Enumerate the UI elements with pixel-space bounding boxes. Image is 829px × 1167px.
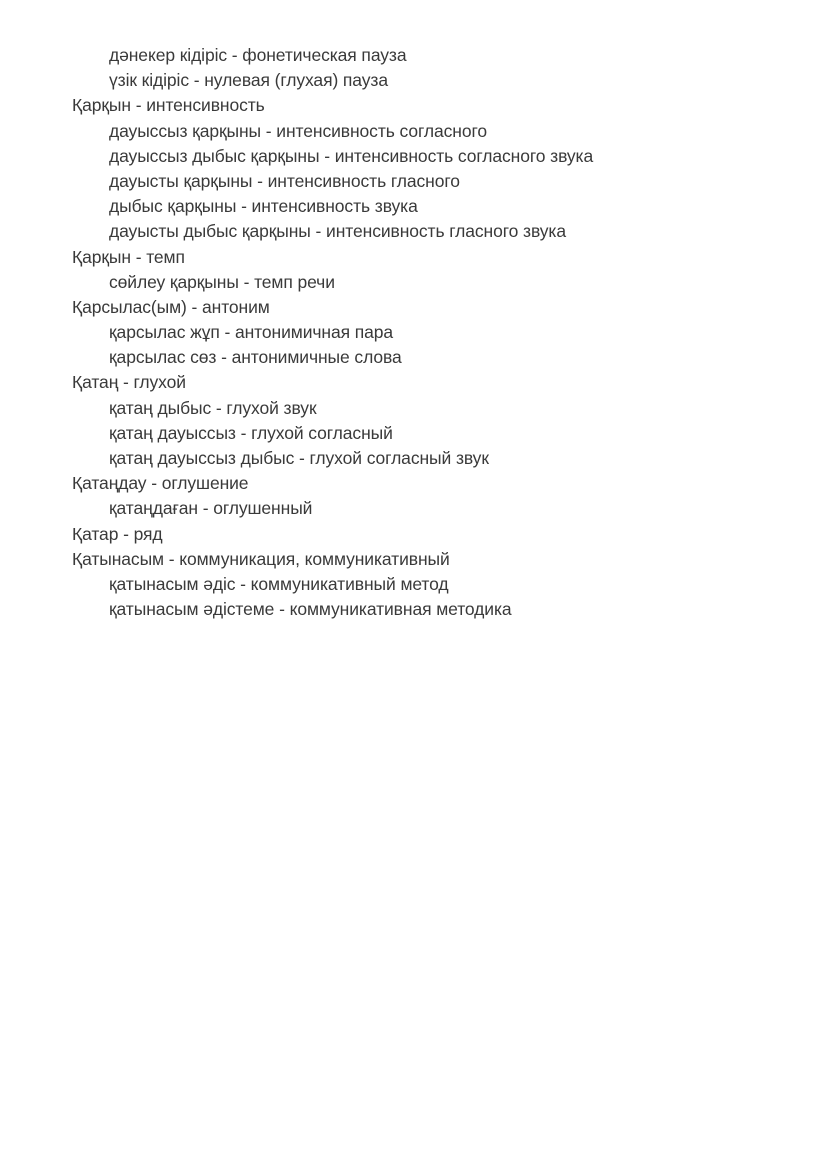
glossary-subentry: үзік кідіріс - нулевая (глухая) пауза bbox=[109, 70, 388, 91]
glossary-headword: Қарқын - интенсивность bbox=[72, 95, 265, 116]
glossary-subentry: дауысты қарқыны - интенсивность гласного bbox=[109, 170, 460, 191]
glossary-subentry: дауыссыз дыбыс қарқыны - интенсивность согласного звука bbox=[109, 145, 594, 166]
glossary-subentry: қатынасым әдіс - коммуникативный метод bbox=[109, 573, 449, 594]
glossary-subentry: қатаң дауыссыз дыбыс - глухой согласный звук bbox=[109, 448, 489, 468]
glossary-subentry: дәнекер кідіріс - фонетическая пауза bbox=[109, 45, 407, 65]
glossary-headword: Қатар - ряд bbox=[72, 523, 163, 544]
glossary-subentry: дауысты дыбыс қарқыны - интенсивность гласного звука bbox=[109, 221, 566, 242]
glossary-subentry: қатынасым әдістеме - коммуникативная методика bbox=[109, 599, 512, 620]
glossary-headword: Қарсылас(ым) - антоним bbox=[72, 296, 270, 317]
glossary-subentry: дыбыс қарқыны - интенсивность звука bbox=[109, 196, 418, 217]
glossary-subentry: қатаң дыбыс - глухой звук bbox=[109, 397, 317, 418]
glossary-subentry: қатаң дауыссыз - глухой согласный bbox=[109, 422, 393, 443]
glossary-headword: Қарқын - темп bbox=[72, 246, 185, 267]
glossary-subentry: қарсылас жұп - антонимичная пара bbox=[109, 322, 394, 343]
glossary-subentry: қатаңдаған - оглушенный bbox=[109, 498, 313, 519]
glossary-subentry: сөйлеу қарқыны - темп речи bbox=[109, 271, 335, 292]
glossary-headword: Қатаң - глухой bbox=[72, 372, 186, 393]
glossary-headword: Қатынасым - коммуникация, коммуникативный bbox=[72, 548, 450, 569]
glossary-subentry: қарсылас сөз - антонимичные слова bbox=[109, 347, 402, 368]
glossary-subentry: дауыссыз қарқыны - интенсивность согласного bbox=[109, 120, 488, 141]
glossary-entries bbox=[0, 43, 829, 622]
glossary-headword: Қатаңдау - оглушение bbox=[72, 473, 249, 494]
